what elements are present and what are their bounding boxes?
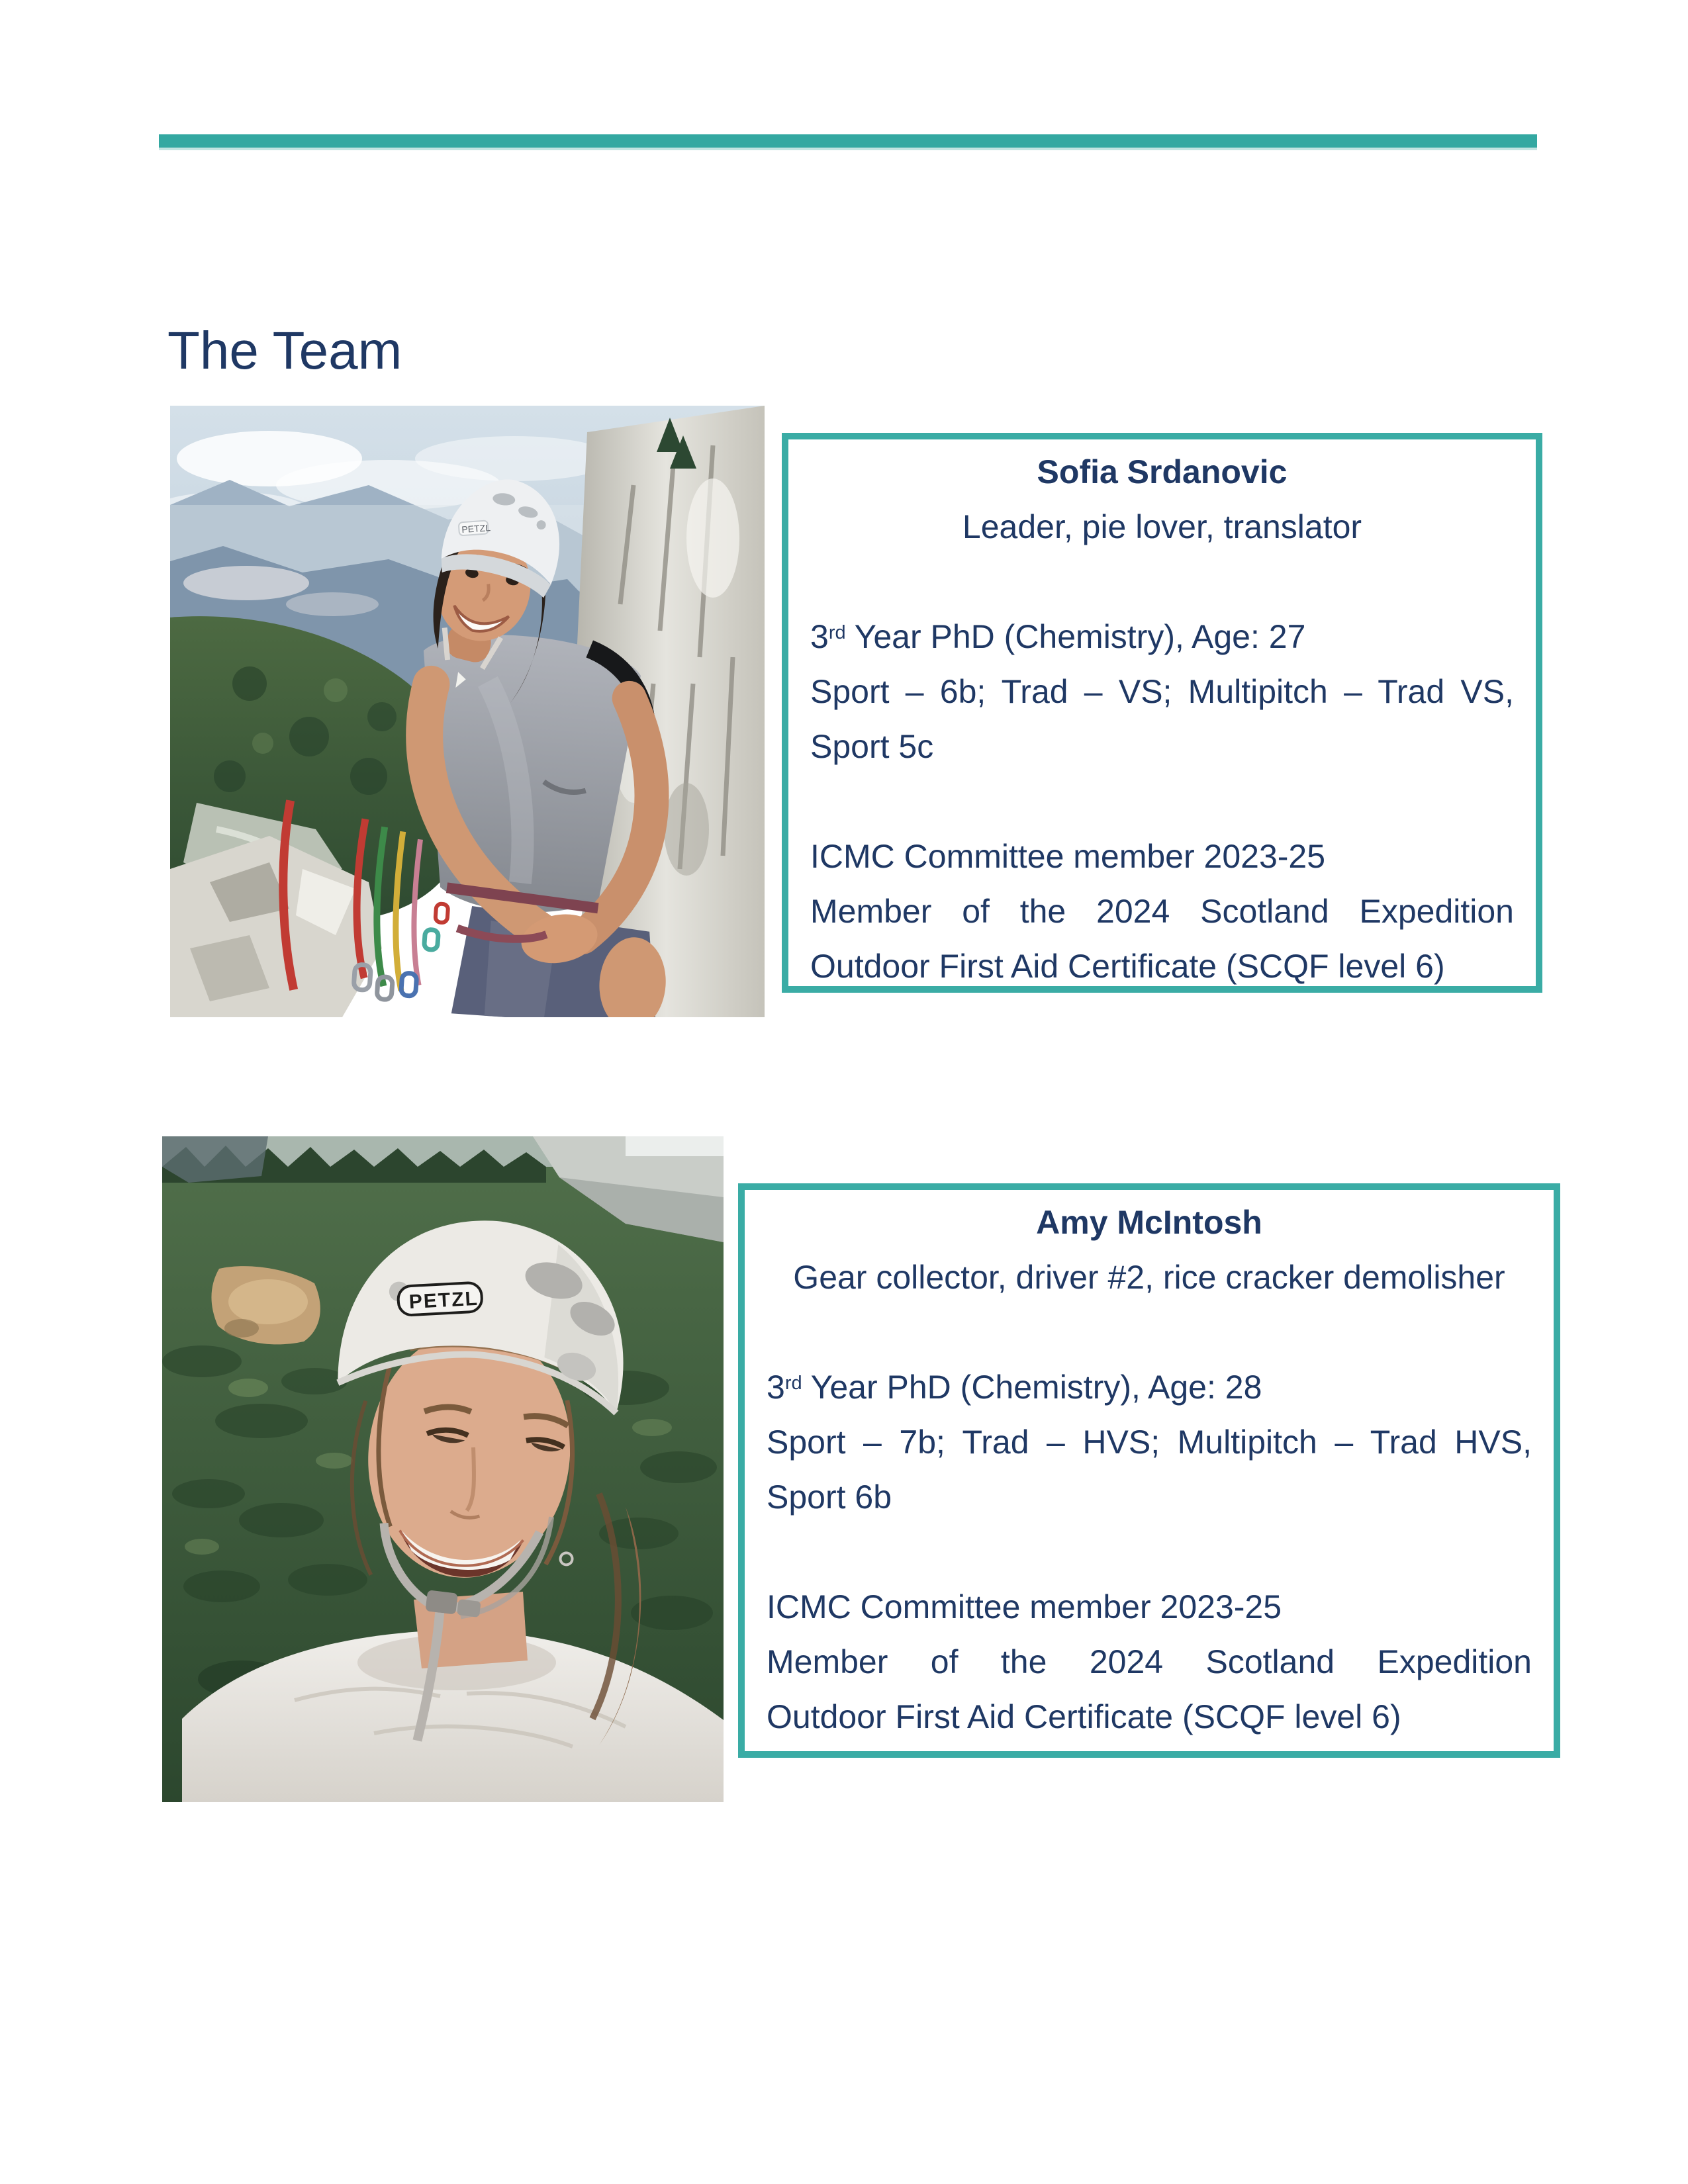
member-card-sofia — [782, 433, 1542, 993]
detail-line — [767, 1525, 1532, 1580]
svg-text:PETZL: PETZL — [461, 522, 491, 535]
detail-line: Sport – 7b; Trad – HVS; Multipitch – Trad HVS, — [767, 1424, 1532, 1461]
detail-line: ICMC Committee member 2023-25 — [767, 1588, 1282, 1625]
svg-text:PETZL: PETZL — [408, 1287, 479, 1314]
detail-line: Member of the 2024 Scotland Expedition — [810, 893, 1514, 930]
detail-line: Member of the 2024 Scotland Expedition — [767, 1643, 1532, 1680]
sofia-photo-illustration — [170, 406, 765, 1017]
detail-line — [767, 1305, 1532, 1360]
detail-line: Outdoor First Aid Certificate (SCQF level 6) — [810, 948, 1445, 985]
photo-amy — [162, 1136, 724, 1802]
member-tagline: Leader, pie lover, translator — [962, 508, 1362, 545]
page-title: The Team — [167, 321, 402, 380]
photo-sofia — [170, 406, 765, 1017]
member-tagline: Gear collector, driver #2, rice cracker demolisher — [793, 1259, 1505, 1296]
detail-line: 3rd Year PhD (Chemistry), Age: 27 — [810, 618, 1306, 655]
detail-line: Sport 5c — [810, 728, 934, 765]
top-accent-bar — [159, 134, 1537, 150]
detail-line: ICMC Committee member 2023-25 — [810, 838, 1326, 875]
petzl-label — [398, 1282, 483, 1316]
member-details — [767, 1305, 1532, 1745]
amy-photo-illustration — [162, 1136, 724, 1802]
member-details — [810, 555, 1514, 993]
member-name: Sofia Srdanovic — [1037, 453, 1288, 490]
member-card-amy — [738, 1183, 1560, 1758]
detail-line: Sport – 6b; Trad – VS; Multipitch – Trad VS, — [810, 673, 1514, 710]
strap-buckle — [425, 1590, 458, 1614]
detail-line: Sport 6b — [767, 1479, 892, 1516]
member-name: Amy McIntosh — [1036, 1204, 1262, 1241]
detail-line — [810, 774, 1514, 829]
detail-line: 3rd Year PhD (Chemistry), Age: 28 — [767, 1369, 1262, 1406]
petzl-label-small — [459, 520, 491, 535]
detail-line: Outdoor First Aid Certificate (SCQF level 6) — [767, 1698, 1401, 1735]
detail-line — [810, 555, 1514, 610]
